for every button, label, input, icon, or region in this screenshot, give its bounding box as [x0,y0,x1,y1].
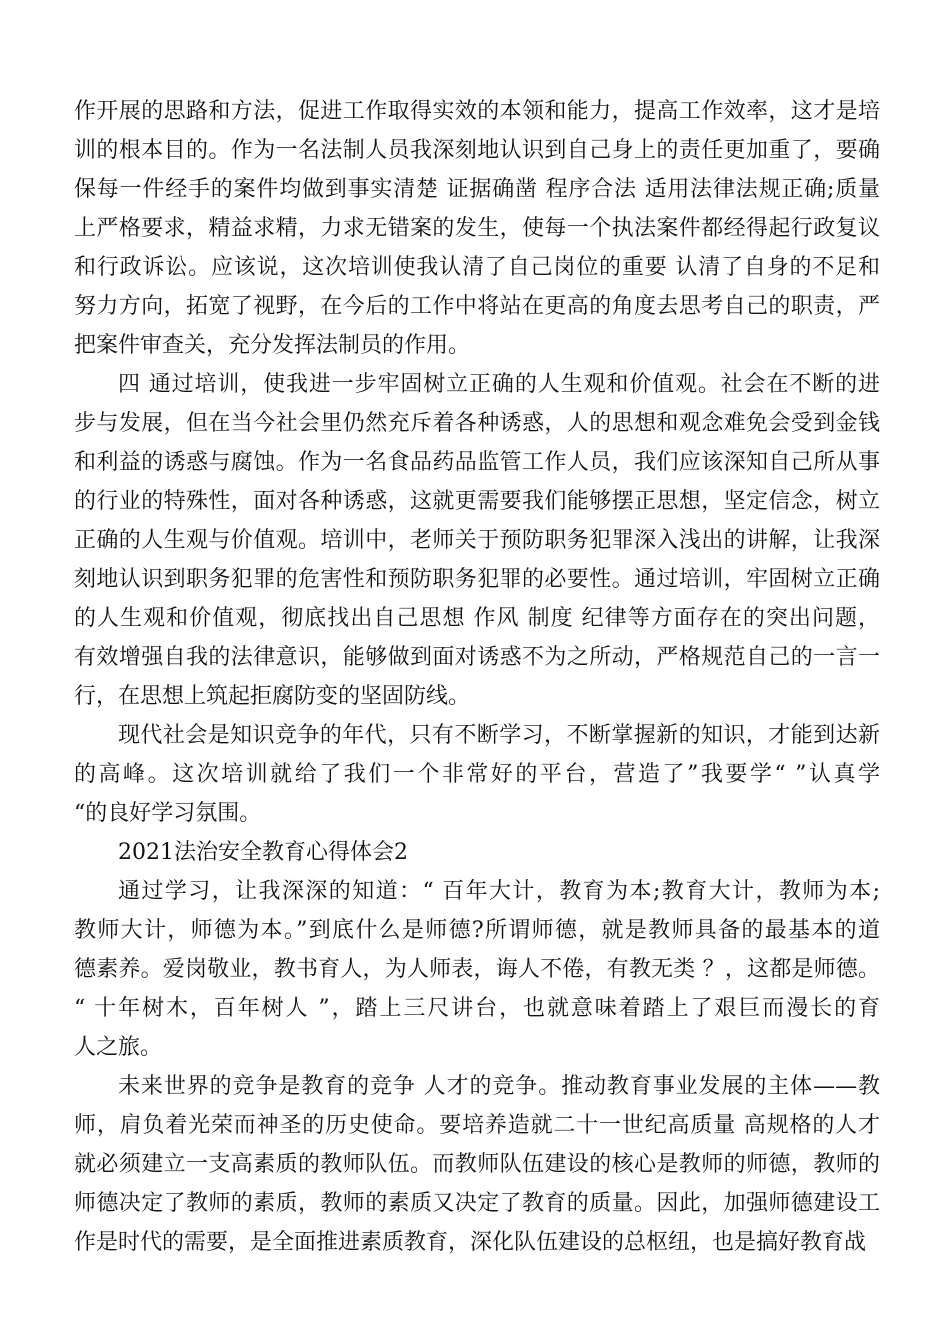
paragraph [74,1067,880,1262]
heading-text: 2021法治安全教育心得体会2 [118,840,408,865]
text-line: 正确的人生观与价值观。培训中，老师关于预防职务犯罪深入浅出的讲解，让我深 [74,528,880,553]
text-line: 师，肩负着光荣而神圣的历史使命。要培养造就二十一世纪高质量 高规格的人才 [74,1113,880,1138]
text-line: 刻地认识到职务犯罪的危害性和预防职务犯罪的必要性。通过培训，牢固树立正确 [74,567,880,592]
text-line: 有效增强自我的法律意识，能够做到面对诱惑不为之所动，严格规范自己的一言一 [74,645,880,670]
text-line: 上严格要求，精益求精，力求无错案的发生，使每一个执法案件都经得起行政复议 [74,216,880,241]
text-line: 把案件审查关，充分发挥法制员的作用。 [74,333,471,358]
text-line: “的良好学习氛围。 [74,801,262,826]
paragraph [74,716,880,833]
text-line: 人之旅。 [74,1035,163,1060]
paragraph [74,872,880,1067]
paragraph [74,92,880,365]
text-line: 和行政诉讼。应该说，这次培训使我认清了自己岗位的重要 认清了自身的不足和 [74,255,880,280]
text-line: 作是时代的需要，是全面推进素质教育，深化队伍建设的总枢纽，也是搞好教育战 [74,1230,867,1255]
paragraph [74,365,880,716]
text-line: 德素养。爱岗敬业，教书育人，为人师表，诲人不倦，有教无类 ？，这都是师德。 [74,957,880,982]
text-line: 教师大计，师德为本。”到底什么是师德?所谓师德，就是教师具备的最基本的道 [74,918,880,943]
text-line: 通过学习，让我深深的知道：“ 百年大计，教育为本;教育大计，教师为本; [118,879,880,904]
text-line: 四 通过培训，使我进一步牢固树立正确的人生观和价值观。社会在不断的进 [118,372,880,397]
text-line: 的行业的特殊性，面对各种诱惑，这就更需要我们能够摆正思想，坚定信念，树立 [74,489,880,514]
text-line: 保每一件经手的案件均做到事实清楚 证据确凿 程序合法 适用法律法规正确;质量 [74,177,880,202]
document-body [74,92,880,1262]
text-line: 未来世界的竞争是教育的竞争 人才的竞争。推动教育事业发展的主体——教 [118,1074,880,1099]
text-line: 作开展的思路和方法，促进工作取得实效的本领和能力，提高工作效率，这才是培 [74,99,880,124]
text-line: 的人生观和价值观，彻底找出自己思想 作风 制度 纪律等方面存在的突出问题， [74,606,880,631]
text-line: 行，在思想上筑起拒腐防变的坚固防线。 [74,684,471,709]
text-line: “ 十年树木，百年树人 ”，踏上三尺讲台，也就意味着踏上了艰巨而漫长的育 [74,996,880,1021]
text-line: 现代社会是知识竞争的年代，只有不断学习，不断掌握新的知识，才能到达新 [118,723,880,748]
text-line: 师德决定了教师的素质，教师的素质又决定了教育的质量。因此，加强师德建设工 [74,1191,880,1216]
text-line: 步与发展，但在当今社会里仍然充斥着各种诱惑，人的思想和观念难免会受到金钱 [74,411,880,436]
text-line: 就必须建立一支高素质的教师队伍。而教师队伍建设的核心是教师的师德，教师的 [74,1152,880,1177]
text-line: 和利益的诱惑与腐蚀。作为一名食品药品监管工作人员，我们应该深知自己所从事 [74,450,880,475]
text-line: 训的根本目的。作为一名法制人员我深刻地认识到自己身上的责任更加重了，要确 [74,138,880,163]
text-line: 的高峰。这次培训就给了我们一个非常好的平台，营造了”我要学“ ”认真学 [74,762,880,787]
text-line: 努力方向，拓宽了视野，在今后的工作中将站在更高的角度去思考自己的职责，严 [74,294,880,319]
section-heading [74,833,880,872]
